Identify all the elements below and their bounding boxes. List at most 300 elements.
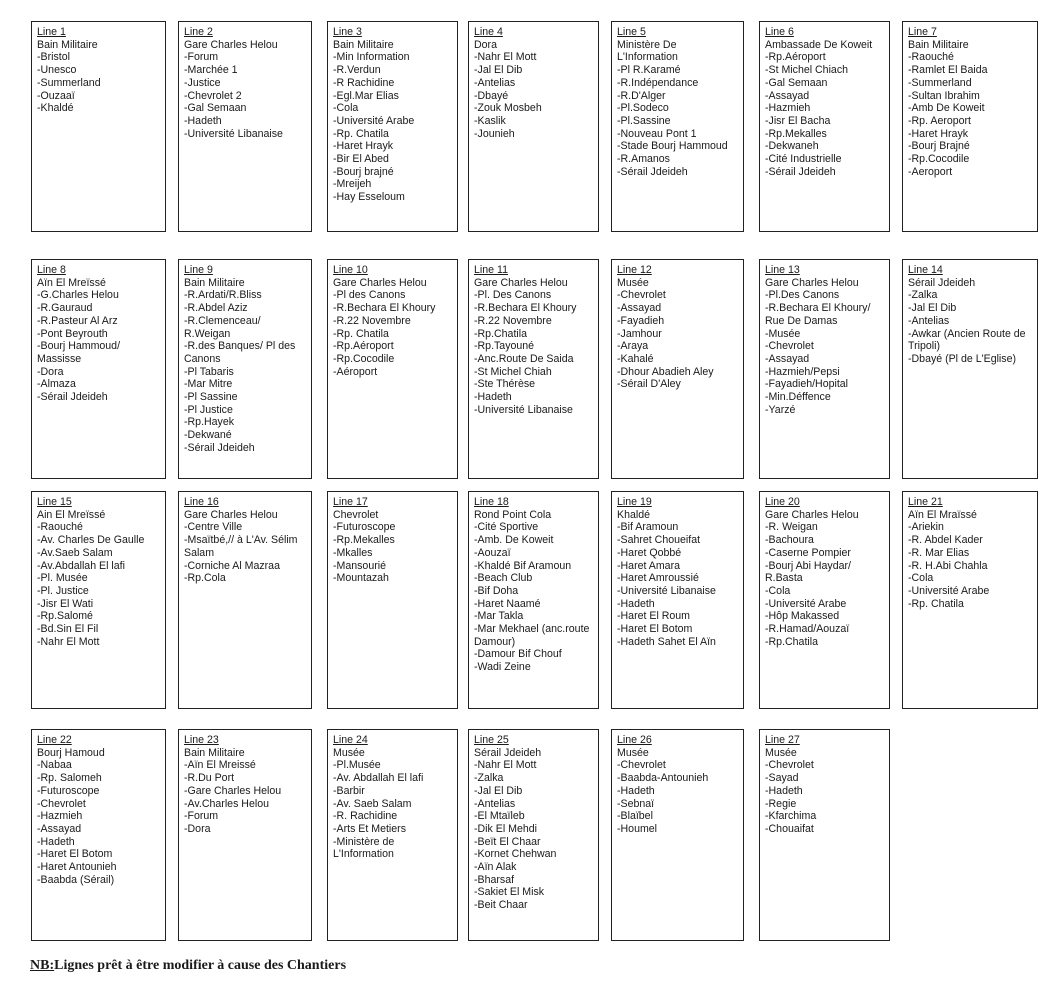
stop-list — [184, 521, 306, 585]
stop-item: -Zalka — [474, 772, 504, 785]
line-origin: Bain Militaire — [333, 38, 394, 51]
line-card-10 — [327, 259, 458, 479]
line-origin: Bourj Hamoud — [37, 746, 105, 759]
line-card-25 — [468, 729, 599, 941]
stop-item: -Pl. Des Canons — [474, 289, 552, 302]
stop-item: -R. Weigan — [765, 521, 818, 534]
line-title: Line 15 — [37, 496, 72, 508]
line-title: Line 6 — [765, 26, 794, 38]
line-title: Line 16 — [184, 496, 219, 508]
line-title: Line 4 — [474, 26, 503, 38]
line-card-7 — [902, 21, 1038, 232]
stop-item: -Ramlet El Baida — [908, 64, 988, 77]
stop-item: -Nabaa — [37, 759, 72, 772]
stop-item: -Chouaifat — [765, 822, 814, 835]
stop-item: -Summerland — [37, 76, 101, 89]
stop-item: -Khaldé — [37, 102, 74, 115]
stop-item: -Gal Semaan — [765, 76, 828, 89]
line-origin: Bain Militaire — [184, 746, 245, 759]
stop-item: -Haret El Roum — [617, 610, 690, 623]
line-card-21 — [902, 491, 1038, 709]
stop-item: -Ouzaaï — [37, 89, 75, 102]
stop-item: -Rp.Aéroport — [333, 340, 394, 353]
stop-item: -Sayad — [765, 772, 799, 785]
stop-item: -Stade Bourj Hammoud — [617, 140, 728, 153]
stop-item: -Damour Bif Chouf — [474, 648, 562, 661]
line-card-8 — [31, 259, 166, 479]
stop-list — [765, 759, 884, 835]
line-title: Line 10 — [333, 264, 368, 276]
stop-item: -Jisr El Bacha — [765, 114, 831, 127]
stop-item: -Beit Chaar — [474, 899, 528, 912]
stop-item: -Av. Abdallah El lafi — [333, 772, 424, 785]
stop-item: -Chevrolet — [765, 340, 814, 353]
stop-item: -Pont Beyrouth — [37, 327, 108, 340]
stop-list — [37, 759, 160, 886]
stop-item: -Pl.Sodeco — [617, 102, 669, 115]
line-title: Line 19 — [617, 496, 652, 508]
stop-item: -Haret Naamé — [474, 597, 541, 610]
stop-item: -Beït El Chaar — [474, 835, 541, 848]
stop-item: -Baabda (Sérail) — [37, 873, 115, 886]
stop-item: -Cola — [908, 572, 934, 585]
stop-item: -Bourj Brajné — [908, 140, 970, 153]
line-origin: Musée — [617, 276, 649, 289]
stop-item: -Bourj brajné — [333, 165, 394, 178]
line-origin: Musée — [765, 746, 797, 759]
stop-item: -Chevrolet — [37, 797, 86, 810]
footer-text: Lignes prêt à être modifier à cause des Chantiers — [54, 958, 347, 973]
stop-item: -Kahalé — [617, 352, 654, 365]
stop-item: -Sakiet El Misk — [474, 886, 545, 899]
line-card-27 — [759, 729, 890, 941]
stop-item: -Ste Thérèse — [474, 378, 536, 391]
stop-item: -Aouzaï — [474, 546, 511, 559]
stop-item: -Nahr El Mott — [474, 759, 537, 772]
stop-item: -Rp.Chatila — [474, 327, 527, 340]
line-origin: Gare Charles Helou — [184, 38, 278, 51]
stop-item: -Dhour Abadieh Aley — [617, 365, 714, 378]
stop-item: -Min.Déffence — [765, 391, 831, 404]
line-card-2 — [178, 21, 312, 232]
stop-item: -R. H.Abi Chahla — [908, 559, 988, 572]
stop-item: -Futuroscope — [333, 521, 396, 534]
stop-item: -Université Libanaise — [617, 584, 716, 597]
stop-item: -Aïn Alak — [474, 861, 517, 874]
stop-item: -Assayad — [765, 352, 810, 365]
stop-item: -Raouché — [908, 51, 954, 64]
stop-item: -Rp.Tayouné — [474, 340, 535, 353]
stop-item: -Arts Et Metiers — [333, 822, 406, 835]
stop-item: -Haret Amroussié — [617, 572, 699, 585]
stop-item: -Regie — [765, 797, 797, 810]
line-origin: Gare Charles Helou — [765, 276, 859, 289]
stop-item: -Justice — [184, 76, 221, 89]
stop-item: -Bachoura — [765, 534, 814, 547]
stop-list — [184, 51, 306, 140]
stop-item: -R.Pasteur Al Arz — [37, 314, 118, 327]
stop-item: -G.Charles Helou — [37, 289, 119, 302]
stop-item: -Kornet Chehwan — [474, 848, 557, 861]
line-card-19 — [611, 491, 744, 709]
stop-item: -Min Information — [333, 51, 410, 64]
stop-list — [333, 289, 452, 378]
line-origin: Ain El Mreïssé — [37, 508, 106, 521]
stop-item: -Sérail D'Aley — [617, 378, 681, 391]
line-card-6 — [759, 21, 890, 232]
stop-item: -Cité Sportive — [474, 521, 539, 534]
stop-item: -R.22 Novembre — [333, 314, 411, 327]
stop-list — [765, 289, 884, 416]
stop-item: -Rp.Mekalles — [765, 127, 827, 140]
line-origin: Bain Militaire — [184, 276, 245, 289]
stop-item: -Sérail Jdeideh — [184, 441, 255, 454]
stop-item: -Bd.Sin El Fil — [37, 623, 99, 636]
stop-item: -Université Arabe — [908, 584, 990, 597]
stop-item: -Rp.Salomé — [37, 610, 93, 623]
stop-list — [908, 51, 1032, 178]
stop-item: -Msaïtbé,// à L'Av. Sélim Salam — [184, 534, 298, 559]
stop-item: -Dekwané — [184, 429, 232, 442]
stop-item: -Forum — [184, 810, 219, 823]
stop-item: -Aeroport — [908, 165, 953, 178]
stop-item: -Rp.Mekalles — [333, 534, 395, 547]
line-card-12 — [611, 259, 744, 479]
stop-item: -Antelias — [474, 797, 516, 810]
stop-item: -Hadeth — [37, 835, 75, 848]
stop-item: -Mountazah — [333, 572, 389, 585]
stop-item: -Université Libanaise — [184, 127, 283, 140]
stop-item: -Beach Club — [474, 572, 533, 585]
line-origin: Gare Charles Helou — [765, 508, 859, 521]
stop-list — [184, 759, 306, 835]
line-title: Line 1 — [37, 26, 66, 38]
stop-item: -R. Abdel Kader — [908, 534, 983, 547]
stop-item: -R.Clemenceau/ R.Weigan — [184, 314, 261, 340]
line-card-3 — [327, 21, 458, 232]
line-origin: Gare Charles Helou — [333, 276, 427, 289]
stop-list — [474, 289, 593, 416]
stop-item: -Assayad — [765, 89, 810, 102]
stop-item: -Pl. Musée — [37, 572, 88, 585]
stop-item: -Av.Charles Helou — [184, 797, 269, 810]
line-card-1 — [31, 21, 166, 232]
stop-item: -Hadeth — [617, 597, 655, 610]
stop-item: -Bourj Abi Haydar/ R.Basta — [765, 559, 851, 585]
stop-item: -Hadeth — [474, 391, 512, 404]
stop-item: -Amb. De Koweit — [474, 534, 554, 547]
stop-item: -Dora — [184, 822, 211, 835]
stop-item: -Antelias — [474, 76, 516, 89]
stop-item: -Rp.Hayek — [184, 416, 235, 429]
stop-item: -Jal El Dib — [474, 64, 523, 77]
stop-list — [617, 289, 738, 391]
stop-item: -R Rachidine — [333, 76, 395, 89]
stop-item: -Pl des Canons — [333, 289, 406, 302]
line-origin: Musée — [333, 746, 365, 759]
stop-item: -Bif Doha — [474, 584, 519, 597]
stop-item: -Haret Amara — [617, 559, 680, 572]
stop-item: -Pl Justice — [184, 403, 233, 416]
stop-item: -Ariekin — [908, 521, 944, 534]
stop-list — [333, 759, 452, 861]
stop-item: -Cité Industrielle — [765, 153, 842, 166]
stop-item: -Université Arabe — [333, 114, 415, 127]
stop-item: -Almaza — [37, 378, 76, 391]
stop-item: -R.Indépendance — [617, 76, 699, 89]
line-title: Line 26 — [617, 734, 652, 746]
line-title: Line 21 — [908, 496, 943, 508]
stop-list — [474, 759, 593, 911]
stop-item: -Bif Aramoun — [617, 521, 679, 534]
line-title: Line 22 — [37, 734, 72, 746]
stop-item: -Dbayé — [474, 89, 509, 102]
line-card-23 — [178, 729, 312, 941]
line-origin: Ministère De L'Information — [617, 38, 678, 64]
line-card-11 — [468, 259, 599, 479]
stop-item: -Caserne Pompier — [765, 546, 851, 559]
stop-item: -Haret El Botom — [617, 623, 693, 636]
stop-list — [37, 521, 160, 648]
line-origin: Ambassade De Koweit — [765, 38, 873, 51]
stop-item: -Marchée 1 — [184, 64, 238, 77]
stop-item: -Pl.Musée — [333, 759, 381, 772]
line-title: Line 3 — [333, 26, 362, 38]
stop-item: -Pl.Sassine — [617, 114, 671, 127]
line-title: Line 2 — [184, 26, 213, 38]
stop-item: -Chevrolet — [617, 289, 666, 302]
line-origin: Sérail Jdeideh — [474, 746, 542, 759]
line-title: Line 12 — [617, 264, 652, 276]
stop-item: -Université Arabe — [765, 597, 847, 610]
stop-item: -Fayadieh — [617, 314, 665, 327]
stop-item: -Sultan Ibrahim — [908, 89, 980, 102]
line-origin: Chevrolet — [333, 508, 379, 521]
stop-item: -Jal El Dib — [474, 784, 523, 797]
stop-item: -R.22 Novembre — [474, 314, 552, 327]
line-origin: Khaldé — [617, 508, 650, 521]
stop-item: -Cola — [333, 102, 359, 115]
stop-list — [617, 64, 738, 178]
stop-list — [474, 51, 593, 140]
stop-item: -R.Ardati/R.Bliss — [184, 289, 262, 302]
stop-item: -Hôp Makassed — [765, 610, 840, 623]
stop-item: -R.des Banques/ Pl des Canons — [184, 340, 296, 365]
stop-item: -Haret Hrayk — [908, 127, 969, 140]
stop-item: -Fayadieh/Hopital — [765, 378, 849, 391]
stop-item: -Wadi Zeine — [474, 661, 531, 674]
stop-item: -Rp.Chatila — [765, 635, 818, 648]
stop-list — [474, 521, 593, 673]
stop-item: -Bharsaf — [474, 873, 515, 886]
line-card-22 — [31, 729, 166, 941]
stop-item: -Assayad — [37, 822, 82, 835]
line-origin: Rond Point Cola — [474, 508, 552, 521]
stop-item: -Antelias — [908, 314, 950, 327]
line-title: Line 25 — [474, 734, 509, 746]
line-card-16 — [178, 491, 312, 709]
stop-item: -Dbayé (Pl de L'Eglise) — [908, 352, 1017, 365]
line-card-26 — [611, 729, 744, 941]
line-card-5 — [611, 21, 744, 232]
stop-item: -Raouché — [37, 521, 83, 534]
stop-item: -Chevrolet — [617, 759, 666, 772]
stop-item: -Chevrolet 2 — [184, 89, 242, 102]
stop-item: -R.Du Port — [184, 772, 235, 785]
stop-item: -R.Bechara El Khoury/ Rue De Damas — [765, 302, 871, 327]
stop-item: -St Michel Chiah — [474, 365, 552, 378]
line-origin: Gare Charles Helou — [184, 508, 278, 521]
stop-item: -Egl.Mar Elias — [333, 89, 399, 102]
line-origin: Musée — [617, 746, 649, 759]
stop-item: -Rp.Aéroport — [765, 51, 826, 64]
stop-item: -Hazmieh — [37, 810, 83, 823]
stop-item: -Araya — [617, 340, 649, 353]
line-card-9 — [178, 259, 312, 479]
stop-item: -Dekwaneh — [765, 140, 819, 153]
stop-item: -Hay Esseloum — [333, 191, 405, 204]
line-card-4 — [468, 21, 599, 232]
stop-item: -Blaïbel — [617, 810, 653, 823]
line-card-15 — [31, 491, 166, 709]
stop-item: -Rp. Salomeh — [37, 772, 102, 785]
stop-list — [908, 521, 1032, 610]
stop-item: -Mar Mitre — [184, 378, 233, 391]
line-origin: Gare Charles Helou — [474, 276, 568, 289]
stop-item: -Nahr El Mott — [37, 635, 100, 648]
stop-item: -Rp.Cola — [184, 572, 226, 585]
line-title: Line 17 — [333, 496, 368, 508]
stop-item: -Hadeth — [765, 784, 803, 797]
stop-item: -Gare Charles Helou — [184, 784, 282, 797]
stop-item: -Mar Takla — [474, 610, 524, 623]
stop-item: -Khaldé Bif Aramoun — [474, 559, 572, 572]
line-card-20 — [759, 491, 890, 709]
stop-list — [765, 521, 884, 648]
stop-item: -Haret Hrayk — [333, 140, 394, 153]
stop-item: -Mar Mekhael (anc.route Damour) — [474, 623, 590, 648]
stop-list — [184, 289, 306, 454]
stop-item: -Haret Antounieh — [37, 861, 117, 874]
line-origin: Bain Militaire — [908, 38, 969, 51]
stop-item: -Hadeth — [184, 114, 222, 127]
stop-item: -Pl Sassine — [184, 391, 238, 404]
stop-item: -Aéroport — [333, 365, 378, 378]
stop-item: -Amb De Koweit — [908, 102, 985, 115]
line-origin: Sérail Jdeideh — [908, 276, 976, 289]
stop-list — [908, 289, 1032, 365]
stop-item: -Cola — [765, 584, 791, 597]
stop-item: -Rp. Chatila — [908, 597, 964, 610]
stop-item: -Zalka — [908, 289, 938, 302]
line-origin: Dora — [474, 38, 497, 51]
stop-item: -Sahret Choueifat — [617, 534, 701, 547]
stop-item: -Aïn El Mreissé — [184, 759, 256, 772]
stop-list — [37, 51, 160, 115]
stop-item: -Pl Tabaris — [184, 365, 234, 378]
stop-item: -Sérail Jdeideh — [37, 391, 108, 404]
stop-item: -Kfarchima — [765, 810, 817, 823]
stop-item: -El Mtaïleb — [474, 810, 525, 823]
stop-item: -Jounieh — [474, 127, 515, 140]
stop-item: -Barbir — [333, 784, 365, 797]
stop-item: -Baabda-Antounieh — [617, 772, 709, 785]
stop-item: -Hadeth Sahet El Aïn — [617, 635, 716, 648]
line-title: Line 27 — [765, 734, 800, 746]
line-origin: Aïn El Mraïssé — [908, 508, 977, 521]
stop-item: -Av.Abdallah El lafi — [37, 559, 125, 572]
stop-item: -Pl. Justice — [37, 584, 89, 597]
stop-item: -Corniche Al Mazraa — [184, 559, 280, 572]
stop-item: -Chevrolet — [765, 759, 814, 772]
stop-item: -R.Bechara El Khoury — [333, 302, 436, 315]
stop-item: -Zouk Mosbeh — [474, 102, 542, 115]
stop-item: -Forum — [184, 51, 219, 64]
stop-item: -Houmel — [617, 822, 658, 835]
stop-item: -Rp. Aeroport — [908, 114, 972, 127]
stop-item: -Rp.Cocodile — [908, 153, 970, 166]
line-origin: Bain Militaire — [37, 38, 98, 51]
stop-item: -Bir El Abed — [333, 153, 389, 166]
stop-item: -Awkar (Ancien Route de Tripoli) — [908, 327, 1026, 353]
stop-item: -Kaslik — [474, 114, 506, 127]
stop-item: -Mreijeh — [333, 178, 372, 191]
stop-item: -Nahr El Mott — [474, 51, 537, 64]
stop-item: -Gal Semaan — [184, 102, 247, 115]
stop-item: -R.Gauraud — [37, 302, 93, 315]
line-title: Line 11 — [474, 264, 508, 276]
stop-item: -Pl.Des Canons — [765, 289, 840, 302]
stop-item: -Dik El Mehdi — [474, 822, 537, 835]
stop-item: -Ministère de L'Information — [333, 835, 395, 861]
line-title: Line 9 — [184, 264, 213, 276]
stop-list — [617, 759, 738, 835]
stop-item: -Summerland — [908, 76, 972, 89]
stop-item: -Haret Qobbé — [617, 546, 682, 559]
stop-item: -Av.Saeb Salam — [37, 546, 113, 559]
line-title: Line 8 — [37, 264, 66, 276]
line-card-17 — [327, 491, 458, 709]
footer-nb-label: NB: — [30, 958, 55, 973]
line-title: Line 5 — [617, 26, 646, 38]
stop-item: -Jisr El Wati — [37, 597, 94, 610]
stop-list — [333, 521, 452, 585]
stop-item: -Sérail Jdeideh — [617, 165, 688, 178]
stop-item: -Centre Ville — [184, 521, 243, 534]
line-title: Line 24 — [333, 734, 368, 746]
stop-item: -Mkalles — [333, 546, 373, 559]
stop-item: -Musée — [765, 327, 801, 340]
stop-item: -R. Mar Elias — [908, 546, 970, 559]
stop-item: -R. Rachidine — [333, 810, 398, 823]
stop-item: -Anc.Route De Saida — [474, 352, 574, 365]
stop-item: -Bourj Hammoud/ Massisse — [37, 340, 121, 365]
footer-note — [30, 958, 346, 974]
stop-item: -Rp. Chatila — [333, 127, 389, 140]
stop-item: -Futuroscope — [37, 784, 100, 797]
stop-list — [37, 289, 160, 403]
stop-item: -Mansourié — [333, 559, 386, 572]
stop-item: -Av. Saeb Salam — [333, 797, 412, 810]
stop-item: -Assayad — [617, 302, 662, 315]
line-title: Line 7 — [908, 26, 937, 38]
line-card-18 — [468, 491, 599, 709]
stop-item: -St Michel Chiach — [765, 64, 849, 77]
line-title: Line 14 — [908, 264, 943, 276]
stop-item: -Av. Charles De Gaulle — [37, 534, 145, 547]
line-title: Line 18 — [474, 496, 509, 508]
stop-list — [617, 521, 738, 648]
